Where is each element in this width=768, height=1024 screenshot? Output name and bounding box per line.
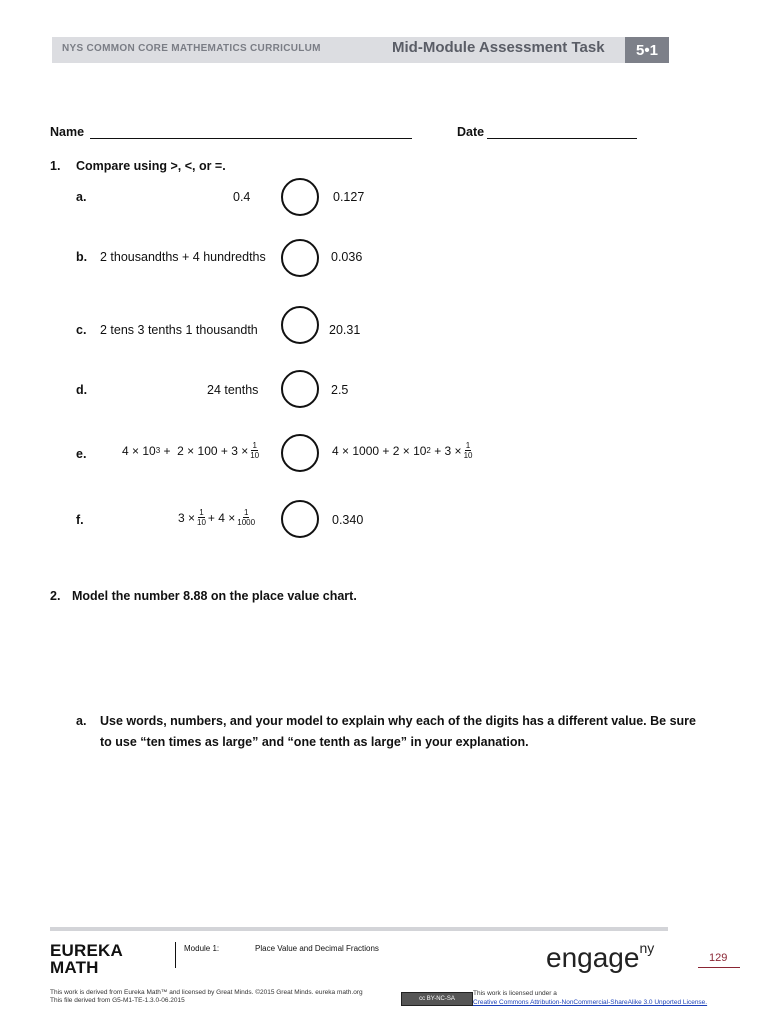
q1f-left-term-b: + 4 × xyxy=(207,510,236,525)
engage-ny: ny xyxy=(639,940,655,956)
q1a-right: 0.127 xyxy=(333,190,365,204)
grade-module-badge: 5•1 xyxy=(625,37,669,63)
q2a-text-line1: Use words, numbers, and your model to explain why each of the digits has a different value. Be sure xyxy=(100,714,696,728)
q1e-compare-circle[interactable] xyxy=(281,434,319,472)
q1d-left: 24 tenths xyxy=(207,383,259,397)
q1f-compare-circle[interactable] xyxy=(281,500,319,538)
curriculum-title: NYS COMMON CORE MATHEMATICS CURRICULUM xyxy=(62,43,321,54)
q1f-letter: f. xyxy=(76,513,84,527)
module-title: Place Value and Decimal Fractions xyxy=(255,944,379,953)
name-field[interactable] xyxy=(90,138,412,139)
q1c-right: 20.31 xyxy=(329,323,361,337)
q1d-right: 2.5 xyxy=(331,383,349,397)
q1b-right: 0.036 xyxy=(331,250,363,264)
date-label: Date xyxy=(457,125,485,139)
name-label: Name xyxy=(50,125,85,139)
q1f-fraction-1 xyxy=(197,508,206,527)
date-field[interactable] xyxy=(487,138,637,139)
logo-line-2: MATH xyxy=(50,958,99,977)
q1e-right-expression xyxy=(332,441,474,460)
page-number: 129 xyxy=(709,952,728,964)
license-line-1: This work is licensed under a xyxy=(473,990,557,997)
q1-number: 1. xyxy=(50,159,61,173)
logo-line-1: EUREKA xyxy=(50,941,123,960)
task-title: Mid-Module Assessment Task xyxy=(392,39,605,56)
q1d-letter: d. xyxy=(76,383,88,397)
credit-line-1: This work is derived from Eureka Math™ and licensed by Great Minds. ©2015 Great Minds. eureka math.org xyxy=(50,989,363,996)
q1-prompt: Compare using >, <, or =. xyxy=(76,159,226,173)
q1e-right-term-a: 4 × 1000 + 2 × 10 xyxy=(332,443,427,458)
q1f-frac2-den: 1000 xyxy=(237,518,256,527)
q1a-left: 0.4 xyxy=(233,190,251,204)
footer-divider xyxy=(50,927,668,931)
q2a-letter: a. xyxy=(76,714,87,728)
eureka-math-logo xyxy=(50,942,123,976)
q1f-left-term-a: 3 × xyxy=(178,510,196,525)
engageny-logo xyxy=(546,940,654,974)
q1e-right-term-b: + 3 × xyxy=(430,443,462,458)
q1e-letter: e. xyxy=(76,447,87,461)
q1e-left-term-a: 4 × 10 xyxy=(122,443,156,458)
q1a-letter: a. xyxy=(76,190,87,204)
q1e-right-frac-den: 10 xyxy=(463,451,473,460)
q1e-left-term-b: + 2 × 100 + 3 × xyxy=(160,443,249,458)
q1e-left-frac-den: 10 xyxy=(250,451,260,460)
q1e-left-frac-num: 1 xyxy=(252,441,257,450)
credit-line-2: This file derived from G5-M1-TE-1.3.0-06.2015 xyxy=(50,997,185,1004)
q1e-right-frac-num: 1 xyxy=(465,441,471,450)
q1f-frac1-den: 10 xyxy=(197,518,206,527)
footer-separator xyxy=(175,942,176,968)
q1c-compare-circle[interactable] xyxy=(281,306,319,344)
q1f-right: 0.340 xyxy=(332,513,364,527)
q1e-left-fraction xyxy=(250,441,259,460)
license-link[interactable]: Creative Commons Attribution-NonCommercial-ShareAlike 3.0 Unported License. xyxy=(473,999,708,1006)
q2-number: 2. xyxy=(50,589,61,603)
q1a-compare-circle[interactable] xyxy=(281,178,319,216)
q2a-text-line2: to use “ten times as large” and “one tenth as large” in your explanation. xyxy=(100,735,529,749)
page-number-underline xyxy=(698,967,740,968)
q1f-frac1-num: 1 xyxy=(199,508,204,517)
q1e-right-fraction xyxy=(464,441,473,460)
q1e-left-exponent: 3 xyxy=(155,446,161,455)
q1b-compare-circle[interactable] xyxy=(281,239,319,277)
q1f-frac2-num: 1 xyxy=(243,508,249,517)
q1c-letter: c. xyxy=(76,323,87,337)
q1f-fraction-2 xyxy=(237,508,255,527)
q1b-left: 2 thousandths + 4 hundredths xyxy=(100,250,266,264)
q1d-compare-circle[interactable] xyxy=(281,370,319,408)
q1e-right-exponent: 2 xyxy=(426,446,431,455)
q1f-left-expression xyxy=(178,508,257,527)
q2-prompt: Model the number 8.88 on the place value chart. xyxy=(72,589,357,603)
q1e-left-expression xyxy=(122,441,261,460)
cc-license-badge: cc BY-NC-SA xyxy=(401,992,473,1006)
engage-word: engage xyxy=(546,942,640,973)
q1c-left: 2 tens 3 tenths 1 thousandth xyxy=(100,323,258,337)
q1b-letter: b. xyxy=(76,250,88,264)
module-label: Module 1: xyxy=(184,944,220,953)
